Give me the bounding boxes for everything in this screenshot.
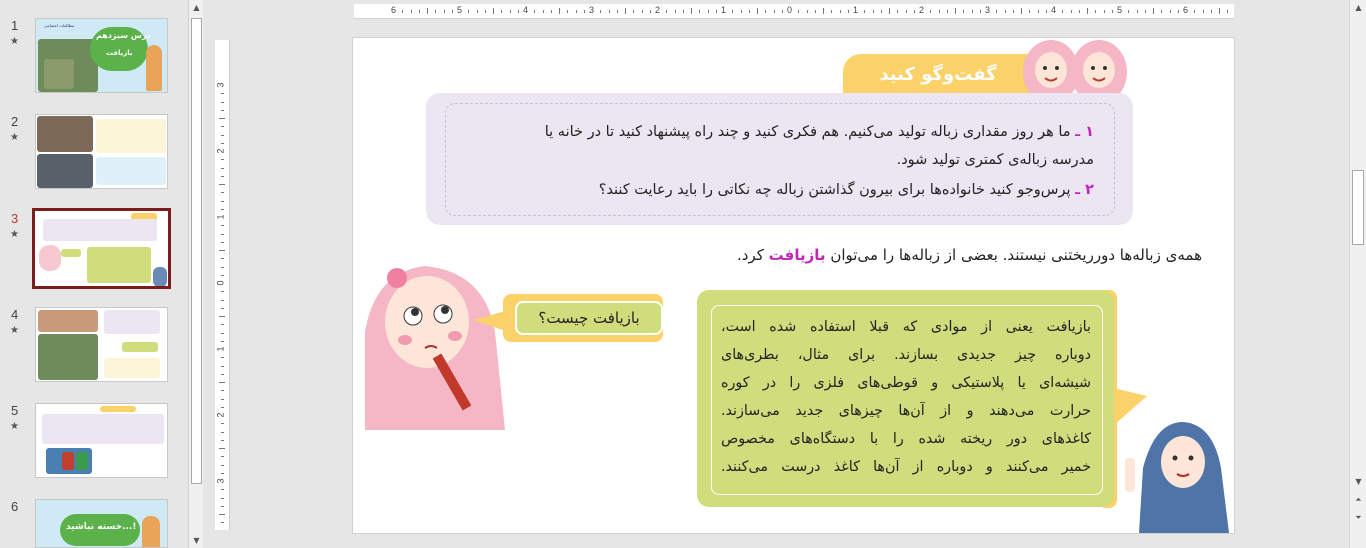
ruler-label: 1	[215, 214, 226, 220]
ruler-tick	[534, 10, 535, 13]
ruler-label: 3	[215, 478, 226, 484]
ruler-tick	[798, 10, 799, 13]
scroll-down-arrow-icon[interactable]: ▼	[1355, 477, 1362, 486]
ruler-tick	[1104, 10, 1105, 13]
boy-figure	[142, 516, 160, 548]
scroll-up-arrow-icon[interactable]: ▲	[1355, 3, 1362, 12]
ruler-tick	[221, 432, 224, 433]
girl-figure-mini	[39, 245, 61, 271]
ruler-tick	[708, 10, 709, 13]
ruler-tick	[1062, 10, 1063, 13]
scrollbar-thumb[interactable]	[1352, 170, 1364, 245]
ruler-tick	[873, 10, 874, 13]
ruler-tick	[221, 143, 224, 144]
ruler-tick	[897, 10, 898, 13]
ruler-tick	[485, 10, 486, 13]
ruler-tick	[221, 308, 224, 309]
ruler-tick	[427, 8, 428, 14]
ruler-tick	[221, 126, 224, 127]
answer-line: حرارت می‌دهند و از آن‌ها چیزهای جدید می‌سازند.	[721, 403, 1091, 419]
ruler-tick	[221, 258, 224, 259]
ruler-tick	[1112, 10, 1113, 13]
ruler-label: 1	[853, 5, 859, 15]
ruler-tick	[543, 10, 544, 13]
ruler-tick	[221, 374, 224, 375]
ruler-tick	[675, 10, 676, 13]
ruler-tick	[221, 506, 224, 507]
ruler-label: 2	[215, 412, 226, 418]
ruler-tick	[996, 10, 997, 13]
ruler-tick	[1170, 10, 1171, 13]
thumbnail-title: خسته نباشید...!	[66, 522, 137, 532]
answer-line: دوباره چیز جدیدی بسازند. برای مثال، بطری‌های	[721, 347, 1091, 363]
slide-number: 5	[11, 403, 19, 418]
ruler-tick	[716, 10, 717, 13]
thumbnail-top-label: مطالعات اجتماعی	[44, 23, 75, 28]
ruler-tick	[221, 110, 224, 111]
ruler-tick	[559, 8, 560, 14]
answer-line: کاغذهای دور ریخته شده را با دستگاه‌های مخصوص	[721, 431, 1091, 447]
ruler-tick	[650, 10, 651, 13]
photo-thumbnail	[37, 116, 93, 152]
animation-star-icon: ★	[10, 325, 19, 336]
ruler-label: 4	[523, 5, 529, 15]
ruler-tick	[939, 10, 940, 13]
photo-detail	[44, 59, 74, 89]
ruler-tick	[749, 10, 750, 13]
ruler-tick	[221, 267, 224, 268]
ruler-tick	[221, 333, 224, 334]
ruler-tick	[444, 10, 445, 13]
ruler-tick	[221, 456, 224, 457]
ruler-tick	[551, 10, 552, 13]
ruler-tick	[732, 10, 733, 13]
text-block	[104, 358, 160, 378]
editor-scrollbar[interactable]	[1349, 0, 1366, 548]
ruler-label: 2	[655, 5, 661, 15]
ruler-tick	[219, 118, 225, 119]
ruler-tick	[609, 10, 610, 13]
ruler-tick	[1211, 10, 1212, 13]
ruler-tick	[914, 10, 915, 13]
ruler-tick	[1038, 10, 1039, 13]
ruler-tick	[219, 250, 225, 251]
ruler-label: 3	[985, 5, 991, 15]
ruler-tick	[807, 10, 808, 13]
ruler-tick	[1178, 10, 1179, 13]
ruler-tick	[221, 341, 224, 342]
ruler-tick	[221, 324, 224, 325]
slide-canvas[interactable]	[353, 38, 1234, 533]
ruler-tick	[219, 382, 225, 383]
ruler-tick	[219, 316, 225, 317]
ruler-tick	[699, 10, 700, 13]
ruler-tick	[823, 8, 824, 14]
ruler-label: 3	[589, 5, 595, 15]
ruler-label: 5	[1117, 5, 1123, 15]
ruler-tick	[221, 440, 224, 441]
ruler-tick	[221, 407, 224, 408]
thumbnail-scrollbar[interactable]	[188, 0, 203, 548]
ruler-tick	[617, 10, 618, 13]
ruler-tick	[1046, 10, 1047, 13]
ruler-tick	[221, 357, 224, 358]
ruler-tick	[221, 93, 224, 94]
thinking-girl-illustration	[355, 252, 515, 430]
animation-star-icon: ★	[10, 36, 19, 47]
ruler-tick	[1153, 8, 1154, 14]
ruler-tick	[889, 8, 890, 14]
ruler-tick	[1021, 8, 1022, 14]
ruler-tick	[1161, 10, 1162, 13]
ruler-tick	[221, 192, 224, 193]
ruler-tick	[221, 465, 224, 466]
boy-figure	[146, 45, 162, 91]
ruler-label: 2	[215, 148, 226, 154]
animation-star-icon: ★	[10, 229, 19, 240]
ruler-tick	[600, 10, 601, 13]
text-block	[104, 310, 160, 334]
scroll-up-arrow-icon[interactable]: ▲	[193, 3, 200, 12]
ruler-tick	[567, 10, 568, 13]
ruler-tick	[1227, 10, 1228, 13]
question-1-line-2: مدرسه زباله‌ی کمتری تولید شود.	[896, 152, 1094, 168]
ruler-tick	[691, 8, 692, 14]
scroll-down-arrow-icon[interactable]: ▼	[193, 536, 200, 545]
ruler-label: 1	[215, 346, 226, 352]
scrollbar-thumb[interactable]	[191, 18, 202, 484]
ruler-tick	[947, 10, 948, 13]
ruler-tick	[221, 473, 224, 474]
text-block	[96, 119, 166, 153]
ruler-tick	[493, 8, 494, 14]
ruler-tick	[221, 159, 224, 160]
ruler-tick	[782, 10, 783, 13]
animation-star-icon: ★	[10, 421, 19, 432]
ruler-tick	[221, 498, 224, 499]
ruler-tick	[930, 10, 931, 13]
ruler-tick	[1145, 10, 1146, 13]
question-2: ۲ ـ پرس‌وجو کنید خانواده‌ها برای بیرون گذاشتن زباله چه نکاتی را باید رعایت کنند؟	[598, 182, 1094, 198]
ruler-tick	[221, 209, 224, 210]
ruler-tick	[452, 10, 453, 13]
ruler-tick	[419, 10, 420, 13]
talk-title[interactable]: گفت‌وگو کنید	[879, 64, 997, 85]
vertical-ruler[interactable]	[215, 40, 230, 530]
ruler-tick	[963, 10, 964, 13]
ruler-tick	[1194, 10, 1195, 13]
thumbnail-title: درس سیزدهم	[96, 31, 151, 40]
ruler-tick	[221, 399, 224, 400]
ruler-tick	[468, 10, 469, 13]
ruler-label: 4	[1051, 5, 1057, 15]
ruler-label: 0	[215, 280, 226, 286]
horizontal-ruler[interactable]	[354, 4, 1234, 19]
slide-number: 6	[11, 499, 19, 514]
ruler-tick	[221, 176, 224, 177]
ruler-tick	[221, 275, 224, 276]
ruler-tick	[955, 8, 956, 14]
talk-box-mini	[43, 219, 157, 241]
ruler-tick	[642, 10, 643, 13]
ruler-tick	[881, 10, 882, 13]
ruler-tick	[477, 10, 478, 13]
ruler-tick	[741, 10, 742, 13]
ruler-tick	[906, 10, 907, 13]
ruler-tick	[1095, 10, 1096, 13]
bubble-mini	[122, 342, 158, 352]
teacher-illustration	[1125, 418, 1231, 533]
question-bubble-text[interactable]: بازیافت چیست؟	[515, 301, 663, 335]
slide-thumbnail-1[interactable]	[35, 18, 168, 93]
teacher-figure-mini	[153, 267, 167, 287]
thumbnail-subtitle: بازیافت	[106, 49, 133, 57]
ruler-tick	[1005, 10, 1006, 13]
ruler-tick	[683, 10, 684, 13]
slide-number: 3	[11, 211, 19, 226]
ruler-tick	[221, 366, 224, 367]
ruler-tick	[221, 102, 224, 103]
question-1-line-1: ۱ ـ ما هر روز مقداری زباله تولید می‌کنیم. هم فکری کنید و چند راه پیشنهاد کنید تا در خانه یا	[544, 124, 1094, 140]
slide-thumbnail-3[interactable]	[32, 208, 171, 289]
ruler-tick	[765, 10, 766, 13]
ruler-tick	[1079, 10, 1080, 13]
intro-sentence[interactable]: همه‌ی زباله‌ها دورریختنی نیستند. بعضی از زباله‌ها را می‌توان بازیافت کرد.	[737, 246, 1202, 264]
ruler-tick	[411, 10, 412, 13]
slide-thumbnail-pane	[0, 0, 205, 548]
ruler-tick	[219, 448, 225, 449]
previous-slide-icon[interactable]: ⏶	[1355, 495, 1362, 504]
ruler-tick	[831, 10, 832, 13]
ruler-label: 6	[1183, 5, 1189, 15]
ruler-tick	[221, 300, 224, 301]
slide-thumbnail-2[interactable]	[35, 114, 168, 189]
ruler-tick	[221, 234, 224, 235]
bin-red	[62, 452, 74, 470]
ruler-label: 1	[721, 5, 727, 15]
ruler-tick	[501, 10, 502, 13]
ruler-tick	[972, 10, 973, 13]
ruler-tick	[221, 225, 224, 226]
ruler-tick	[633, 10, 634, 13]
ruler-tick	[666, 10, 667, 13]
ruler-tick	[1087, 8, 1088, 14]
ruler-label: 2	[919, 5, 925, 15]
ruler-tick	[221, 291, 224, 292]
bin-green	[76, 452, 88, 470]
ruler-tick	[219, 184, 225, 185]
slide-number: 2	[11, 114, 19, 129]
answer-box-mini	[87, 247, 151, 283]
ruler-tick	[221, 423, 224, 424]
banner-mini	[100, 406, 136, 412]
photo-thumbnail	[37, 154, 93, 188]
ruler-tick	[221, 168, 224, 169]
talk-box-mini	[42, 414, 164, 444]
slide-number: 1	[11, 18, 19, 33]
ruler-tick	[625, 8, 626, 14]
slide-thumbnail-4[interactable]	[35, 307, 168, 382]
ruler-tick	[576, 10, 577, 13]
ruler-tick	[221, 135, 224, 136]
ruler-tick	[815, 10, 816, 13]
highlight-recycle: بازیافت	[768, 246, 826, 264]
ruler-tick	[219, 514, 225, 515]
slide-thumbnail-5[interactable]	[35, 403, 168, 478]
ruler-tick	[1137, 10, 1138, 13]
ruler-tick	[221, 201, 224, 202]
answer-line: خمیر می‌کنند و دوباره از آن‌ها کاغذ درست می‌کنند.	[721, 459, 1091, 475]
ruler-tick	[221, 522, 224, 523]
ruler-tick	[1203, 10, 1204, 13]
text-block	[96, 157, 166, 185]
answer-line: بازیافت یعنی از موادی که قبلا استفاده شده است،	[721, 319, 1091, 335]
ruler-tick	[402, 10, 403, 13]
animation-star-icon: ★	[10, 132, 19, 143]
ruler-tick	[840, 10, 841, 13]
two-girls-illustration	[1013, 38, 1153, 100]
ruler-tick	[980, 10, 981, 13]
ruler-label: 0	[787, 5, 793, 15]
ruler-label: 6	[391, 5, 397, 15]
ruler-tick	[518, 10, 519, 13]
ruler-tick	[1128, 10, 1129, 13]
ruler-tick	[1071, 10, 1072, 13]
slide-editor	[208, 0, 1346, 548]
ruler-tick	[757, 8, 758, 14]
ruler-label: 3	[215, 82, 226, 88]
ruler-tick	[221, 390, 224, 391]
ruler-tick	[221, 242, 224, 243]
ruler-tick	[864, 10, 865, 13]
next-slide-icon[interactable]: ⏷	[1355, 513, 1362, 522]
slide-thumbnail-6[interactable]	[35, 499, 168, 548]
ruler-tick	[510, 10, 511, 13]
photo-thumbnail	[38, 310, 98, 332]
slide-number: 4	[11, 307, 19, 322]
ruler-tick	[221, 489, 224, 490]
ruler-tick	[1013, 10, 1014, 13]
ruler-tick	[435, 10, 436, 13]
question-bubble-mini	[61, 249, 81, 257]
ruler-label: 5	[457, 5, 463, 15]
ruler-tick	[584, 10, 585, 13]
answer-line: شیشه‌ای یا پلاستیکی و قوطی‌های فلزی را در کوره	[721, 375, 1091, 391]
ruler-tick	[848, 10, 849, 13]
photo-thumbnail	[38, 334, 98, 380]
ruler-tick	[774, 10, 775, 13]
ruler-tick	[1029, 10, 1030, 13]
ruler-tick	[1219, 8, 1220, 14]
